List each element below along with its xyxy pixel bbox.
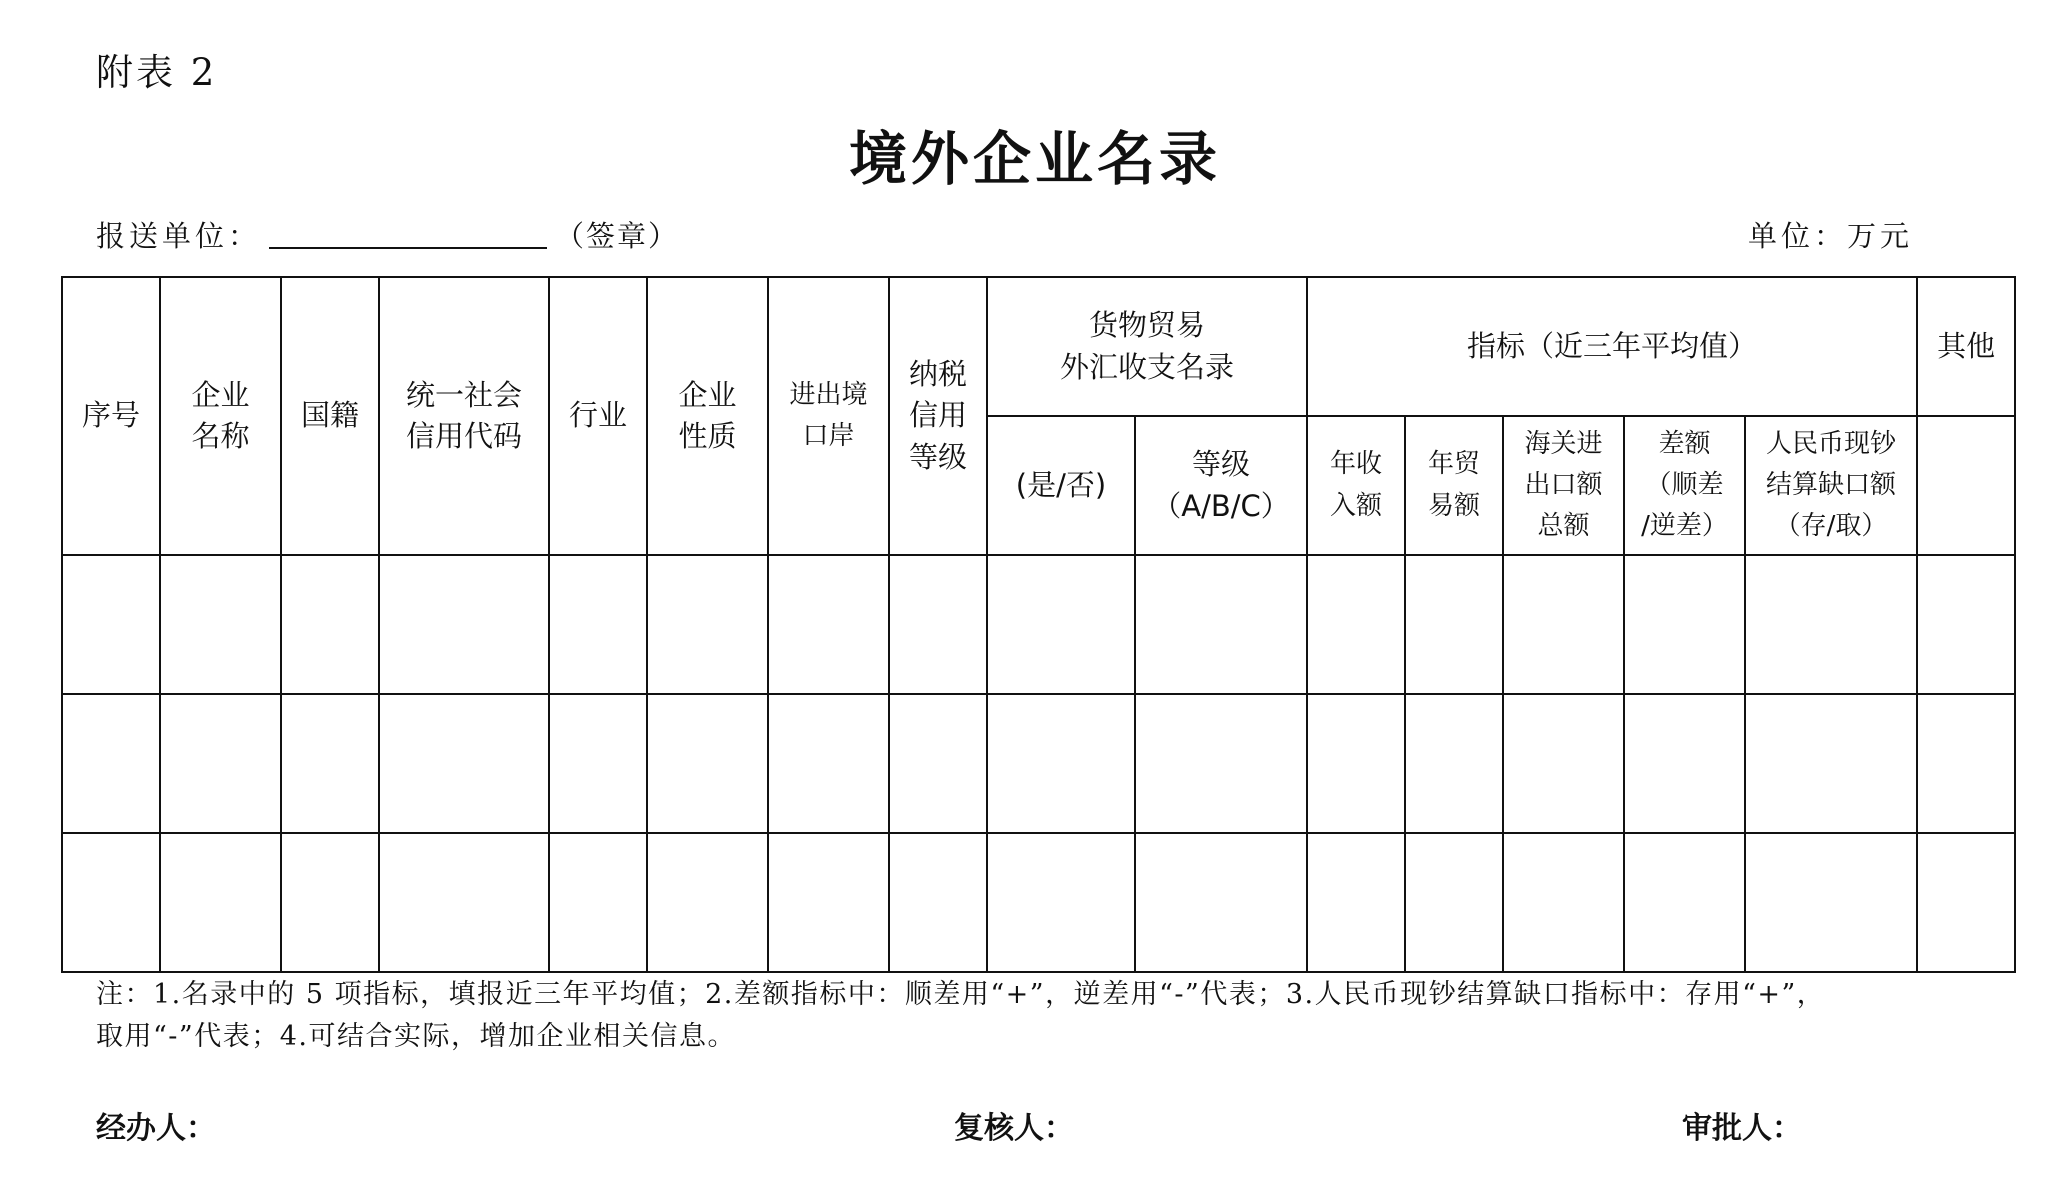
table-cell[interactable] bbox=[160, 555, 281, 694]
header-line: 信用代码 bbox=[405, 419, 522, 453]
table-cell[interactable] bbox=[281, 833, 379, 972]
table-cell[interactable] bbox=[1135, 833, 1307, 972]
table-cell[interactable] bbox=[160, 833, 281, 972]
table-cell[interactable] bbox=[987, 694, 1135, 833]
header-line: 易额 bbox=[1428, 490, 1481, 521]
table-cell[interactable] bbox=[1405, 694, 1503, 833]
header-line: 企业 bbox=[191, 377, 250, 412]
header-line: 进出境 bbox=[789, 379, 868, 410]
table-cell[interactable] bbox=[1135, 555, 1307, 694]
header-line: 海关进 bbox=[1524, 428, 1603, 459]
header-annual-income bbox=[1307, 416, 1405, 555]
table-cell[interactable] bbox=[62, 694, 160, 833]
table-cell[interactable] bbox=[889, 833, 987, 972]
table-cell[interactable] bbox=[647, 555, 768, 694]
table-cell[interactable] bbox=[987, 555, 1135, 694]
company-list-table bbox=[61, 276, 2016, 973]
header-line: 指标（近三年平均值） bbox=[1467, 328, 1758, 363]
table-cell[interactable] bbox=[160, 694, 281, 833]
report-unit-row bbox=[96, 214, 679, 255]
note-line: 取用“-”代表；4.可结合实际，增加企业相关信息。 bbox=[96, 1021, 736, 1052]
table-cell[interactable] bbox=[379, 694, 549, 833]
table-cell[interactable] bbox=[768, 694, 889, 833]
header-line: 统一社会 bbox=[405, 377, 522, 412]
seal-label: （签章） bbox=[555, 219, 680, 253]
report-unit-blank-line[interactable] bbox=[269, 246, 547, 249]
table-cell[interactable] bbox=[1405, 833, 1503, 972]
header-line: （顺差 bbox=[1645, 469, 1724, 500]
header-line: 性质 bbox=[678, 419, 737, 453]
table-cell[interactable] bbox=[1307, 694, 1405, 833]
table-cell[interactable] bbox=[379, 555, 549, 694]
header-indicators-group bbox=[1307, 277, 1917, 416]
table-cell[interactable] bbox=[1135, 694, 1307, 833]
table-cell[interactable] bbox=[62, 833, 160, 972]
table-cell[interactable] bbox=[1745, 694, 1917, 833]
header-line: 序号 bbox=[81, 398, 140, 433]
header-line: 年贸 bbox=[1428, 449, 1481, 480]
table-cell[interactable] bbox=[549, 694, 647, 833]
note-line: 注：1.名录中的 5 项指标，填报近三年平均值；2.差额指标中：顺差用“+”，逆差用“-”代表；3.人民币现钞结算缺口指标中：存用“+”， bbox=[96, 979, 1826, 1010]
table-cell[interactable] bbox=[1745, 833, 1917, 972]
header-line: 入额 bbox=[1330, 490, 1383, 521]
table-cell[interactable] bbox=[1503, 555, 1624, 694]
header-forex-yes-no bbox=[987, 416, 1135, 555]
table-cell[interactable] bbox=[768, 833, 889, 972]
currency-unit: 单位：万元 bbox=[1748, 219, 1914, 253]
header-forex-group bbox=[987, 277, 1307, 416]
header-company-name bbox=[160, 277, 281, 555]
table-cell[interactable] bbox=[1624, 694, 1745, 833]
table-cell[interactable] bbox=[1917, 694, 2015, 833]
table-cell[interactable] bbox=[281, 555, 379, 694]
header-customs-total bbox=[1503, 416, 1624, 555]
header-line: （A/B/C） bbox=[1152, 488, 1290, 523]
signature-approver: 审批人： bbox=[1682, 1111, 1802, 1146]
table-row bbox=[62, 694, 2015, 833]
table-cell[interactable] bbox=[1405, 555, 1503, 694]
table-cell[interactable] bbox=[647, 833, 768, 972]
header-nationality bbox=[281, 277, 379, 555]
header-seq bbox=[62, 277, 160, 555]
header-rmb-cash-gap bbox=[1745, 416, 1917, 555]
table-cell[interactable] bbox=[1917, 555, 2015, 694]
header-line: 差额 bbox=[1658, 428, 1711, 459]
header-port bbox=[768, 277, 889, 555]
signature-reviewer: 复核人： bbox=[954, 1111, 1074, 1146]
header-line: 年收 bbox=[1330, 449, 1383, 480]
header-line: 企业 bbox=[678, 377, 737, 412]
table-cell[interactable] bbox=[1307, 555, 1405, 694]
header-line: 名称 bbox=[191, 419, 250, 453]
header-other bbox=[1917, 277, 2015, 416]
header-industry bbox=[549, 277, 647, 555]
table-cell[interactable] bbox=[549, 833, 647, 972]
table-cell[interactable] bbox=[1503, 694, 1624, 833]
header-company-nature bbox=[647, 277, 768, 555]
table-cell[interactable] bbox=[1917, 833, 2015, 972]
table-cell[interactable] bbox=[1624, 833, 1745, 972]
header-credit-code bbox=[379, 277, 549, 555]
header-line: 信用 bbox=[908, 398, 967, 433]
table-cell[interactable] bbox=[889, 555, 987, 694]
header-annual-trade bbox=[1405, 416, 1503, 555]
header-line: 出口额 bbox=[1524, 469, 1603, 500]
header-line: 人民币现钞 bbox=[1766, 428, 1897, 459]
header-line: 外汇收支名录 bbox=[1060, 349, 1235, 384]
signature-handler: 经办人： bbox=[96, 1111, 216, 1146]
table-cell[interactable] bbox=[281, 694, 379, 833]
table-row bbox=[62, 833, 2015, 972]
header-line: 总额 bbox=[1537, 511, 1590, 542]
header-line: /逆差） bbox=[1641, 511, 1728, 542]
header-line: 等级 bbox=[1192, 447, 1251, 482]
header-line: 其他 bbox=[1937, 328, 1996, 363]
page-title: 境外企业名录 bbox=[848, 125, 1221, 193]
header-line: (是/否) bbox=[1015, 467, 1107, 502]
header-line: 结算缺口额 bbox=[1766, 469, 1897, 500]
table-cell[interactable] bbox=[62, 555, 160, 694]
header-line: 货物贸易 bbox=[1089, 308, 1206, 343]
appendix-label: 附表 2 bbox=[96, 51, 218, 94]
table-cell[interactable] bbox=[549, 555, 647, 694]
table-cell[interactable] bbox=[1503, 833, 1624, 972]
table-cell[interactable] bbox=[1307, 833, 1405, 972]
report-unit-label: 报送单位： bbox=[96, 219, 262, 253]
header-balance-diff bbox=[1624, 416, 1745, 555]
header-other-blank bbox=[1917, 416, 2015, 555]
header-line: 口岸 bbox=[802, 421, 855, 451]
table-cell[interactable] bbox=[1745, 555, 1917, 694]
header-line: 纳税 bbox=[908, 357, 967, 392]
table-cell[interactable] bbox=[647, 694, 768, 833]
header-line: （存/取） bbox=[1774, 511, 1888, 542]
table-cell[interactable] bbox=[379, 833, 549, 972]
header-line: 等级 bbox=[908, 439, 967, 474]
table-cell[interactable] bbox=[1624, 555, 1745, 694]
table-cell[interactable] bbox=[987, 833, 1135, 972]
header-line: 行业 bbox=[568, 398, 627, 433]
table-header-row bbox=[62, 277, 2015, 416]
notes bbox=[96, 974, 2026, 1058]
header-forex-grade bbox=[1135, 416, 1307, 555]
table-cell[interactable] bbox=[889, 694, 987, 833]
table-cell[interactable] bbox=[768, 555, 889, 694]
header-line: 国籍 bbox=[300, 398, 359, 433]
header-tax-credit bbox=[889, 277, 987, 555]
table-body bbox=[62, 555, 2015, 972]
table-row bbox=[62, 555, 2015, 694]
